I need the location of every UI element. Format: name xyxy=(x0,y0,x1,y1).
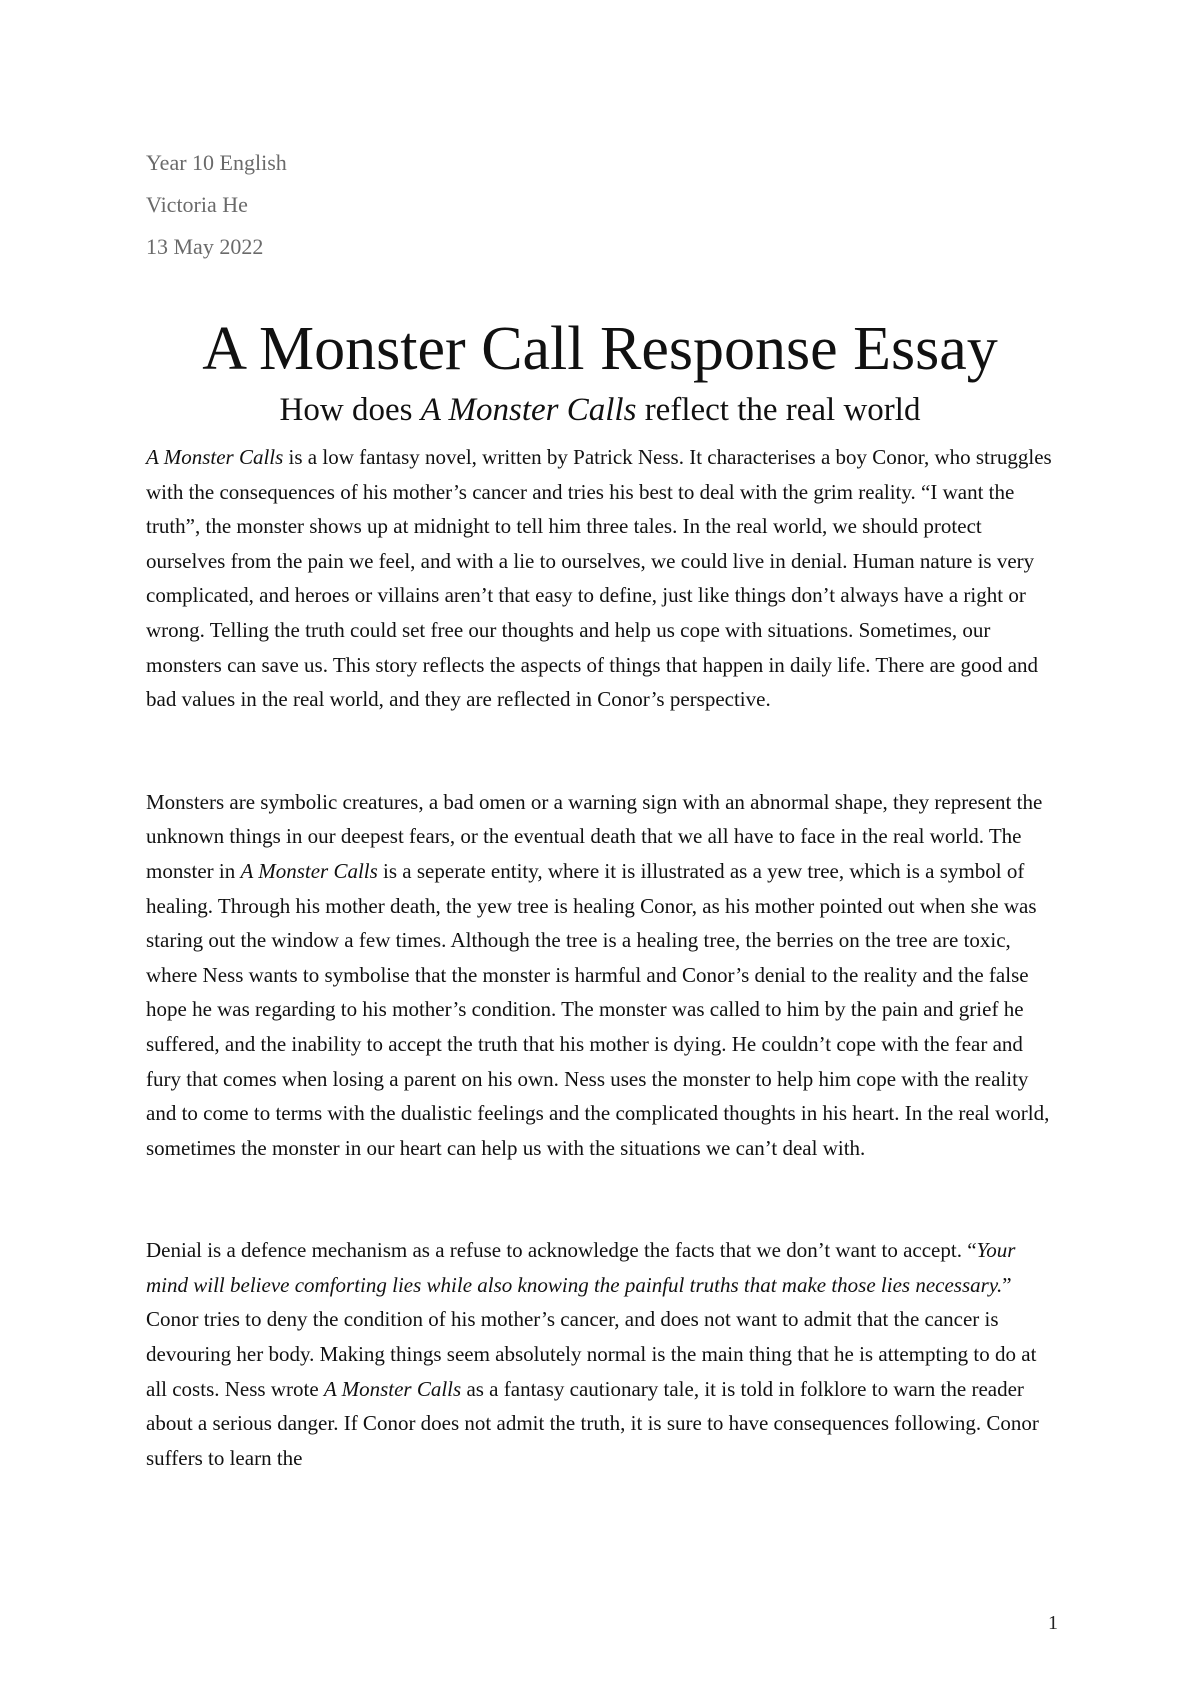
page-subtitle xyxy=(0,390,1200,430)
subtitle-after: reflect the real world xyxy=(636,392,921,428)
essay-header xyxy=(146,142,746,268)
essay-body xyxy=(146,440,1058,1543)
paragraph-3-book-title: A Monster Calls xyxy=(323,1376,462,1401)
page-number: 1 xyxy=(1048,1612,1058,1634)
paragraph-1-text: is a low fantasy novel, written by Patrick Ness. It characterises a boy Conor, who struggles with the consequences of his mother’s cancer and tries his best to deal with the grim reality. “I want the truth”, the monster shows up at midnight to tell him three tales. In the real world, we should protect ourselves from the pain we feel, and with a lie to ourselves, we could live in denial. Human nature is very complicated, and heroes or villains aren’t that easy to define, just like things don’t always have a right or wrong. Telling the truth could set free our thoughts and help us cope with situations. Sometimes, our monsters can save us. This story reflects the aspects of things that happen in daily life. There are good and bad values in the real world, and they are reflected in Conor’s perspective. xyxy=(146,445,1052,712)
course-label: Year 10 English xyxy=(146,150,287,175)
page-title: A Monster Call Response Essay xyxy=(202,315,998,383)
paragraph-3-text-b: ” Conor tries to deny the condition of his mother’s cancer, and does not want to admit that the cancer is devouring her body. Making things seem absolutely normal is the main thing that he is attempting to do at all costs. Ness wrote xyxy=(146,1272,1037,1401)
paragraph-3-text-a: Denial is a defence mechanism as a refuse to acknowledge the facts that we don’t want to accept. “ xyxy=(146,1238,977,1263)
subtitle-before: How does xyxy=(279,392,421,428)
paragraph-3 xyxy=(146,1233,1058,1475)
paragraph-3-quote: Your mind will believe comforting lies while also knowing the painful truths that make those lies necessary. xyxy=(146,1238,1016,1297)
paragraph-2-text-a: Monsters are symbolic creatures, a bad omen or a warning sign with an abnormal shape, they represent the unknown things in our deepest fears, or the eventual death that we all have to face in the real world. The monster in xyxy=(146,789,1043,883)
essay-date: 13 May 2022 xyxy=(146,234,264,259)
paragraph-1 xyxy=(146,440,1058,717)
paragraph-3-text-c: as a fantasy cautionary tale, it is told in folklore to warn the reader about a serious danger. If Conor does not admit the truth, it is sure to have consequences following. Conor suffers to learn the xyxy=(146,1376,1039,1470)
paragraph-2-book-title: A Monster Calls xyxy=(240,858,378,883)
paragraph-1-book-title: A Monster Calls xyxy=(146,445,284,469)
paragraph-2-text-b: is a seperate entity, where it is illustrated as a yew tree, which is a symbol of healing. Through his mother death, the yew tree is healing Conor, as his mother pointed out when she was staring out the window a few times. Although the tree is a healing tree, the berries on the tree are toxic, where Ness wants to symbolise that the monster is harmful and Conor’s denial to the reality and the false hope he was regarding to his mother’s condition. The monster was called to him by the pain and grief he suffered, and the inability to accept the truth that his mother is dying. He couldn’t cope with the fear and fury that comes when losing a parent on his own. Ness uses the monster to help him cope with the reality and to come to terms with the dualistic feelings and the complicated thoughts in his heart. In the real world, sometimes the monster in our heart can help us with the situations we can’t deal with. xyxy=(146,858,1050,1160)
subtitle-book-title: A Monster Calls xyxy=(420,392,637,428)
author-name: Victoria He xyxy=(146,192,248,217)
paragraph-2 xyxy=(146,785,1058,1166)
